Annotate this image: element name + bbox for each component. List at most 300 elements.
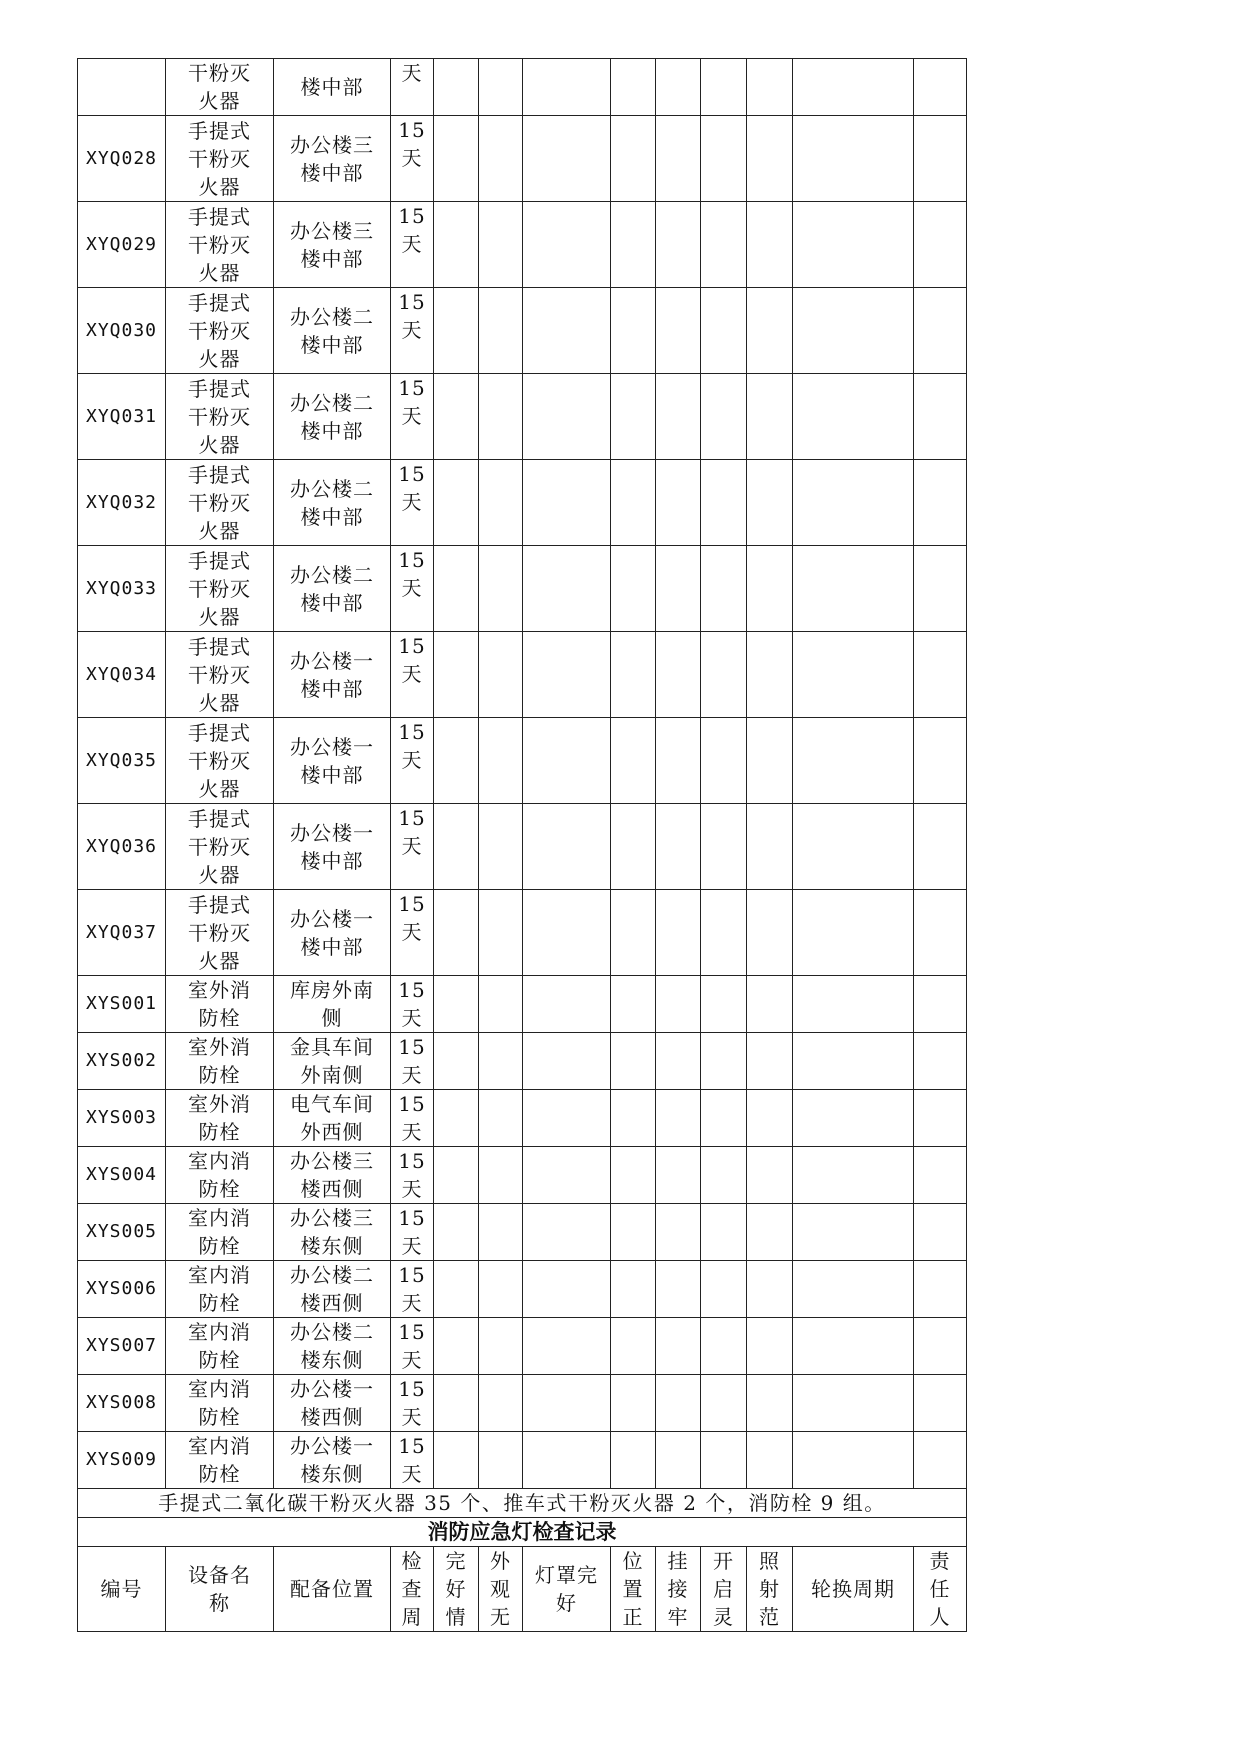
- equipment-id-text: XYQ030: [85, 319, 158, 341]
- inspection-period: [391, 890, 434, 976]
- empty-cell: [656, 804, 701, 890]
- equipment-location: [274, 1375, 391, 1432]
- inspection-period: [391, 1204, 434, 1261]
- equipment-name: [166, 1318, 274, 1375]
- empty-cell: [656, 632, 701, 718]
- table-row: [78, 1318, 967, 1375]
- equipment-name-text: 室外消 防栓: [188, 978, 251, 1030]
- equipment-location: [274, 632, 391, 718]
- equipment-location: [274, 116, 391, 202]
- equipment-location-text: 办公楼二 楼中部: [290, 390, 374, 443]
- empty-cell: [701, 1375, 747, 1432]
- empty-cell: [914, 1432, 967, 1489]
- inspection-period-text: 15 天: [398, 118, 426, 170]
- empty-cell: [656, 1147, 701, 1204]
- empty-cell: [479, 1432, 523, 1489]
- equipment-name: [166, 288, 274, 374]
- equipment-location-text: 办公楼三 楼东侧: [290, 1206, 374, 1258]
- equipment-id-text: XYQ034: [85, 663, 158, 685]
- empty-cell: [914, 546, 967, 632]
- empty-cell: [656, 1204, 701, 1261]
- empty-cell: [656, 1033, 701, 1090]
- empty-cell: [793, 116, 914, 202]
- inspection-period: [391, 1375, 434, 1432]
- equipment-name: [166, 116, 274, 202]
- empty-cell: [656, 288, 701, 374]
- equipment-location: [274, 1261, 391, 1318]
- empty-cell: [523, 1318, 611, 1375]
- empty-cell: [793, 288, 914, 374]
- equipment-location: [274, 1147, 391, 1204]
- empty-cell: [914, 288, 967, 374]
- inspection-period: [391, 1033, 434, 1090]
- equipment-id-text: XYS002: [85, 1050, 158, 1071]
- empty-cell: [434, 1375, 479, 1432]
- empty-cell: [523, 288, 611, 374]
- empty-cell: [914, 1204, 967, 1261]
- equipment-id-text: XYS001: [85, 993, 158, 1014]
- table-row: [78, 804, 967, 890]
- empty-cell: [611, 1204, 656, 1261]
- header-range: 照 射 范: [747, 1547, 793, 1632]
- inspection-period-text: 15 天: [398, 892, 426, 944]
- equipment-name: [166, 1090, 274, 1147]
- empty-cell: [523, 1432, 611, 1489]
- empty-cell: [479, 116, 523, 202]
- inspection-period-text: 15 天: [398, 634, 426, 686]
- empty-cell: [611, 718, 656, 804]
- empty-cell: [747, 116, 793, 202]
- empty-cell: [914, 1318, 967, 1375]
- empty-cell: [434, 1204, 479, 1261]
- empty-cell: [479, 718, 523, 804]
- empty-cell: [701, 1090, 747, 1147]
- inspection-period: [391, 116, 434, 202]
- section-title: [78, 1518, 967, 1547]
- empty-cell: [701, 1204, 747, 1261]
- empty-cell: [523, 1375, 611, 1432]
- empty-cell: [611, 59, 656, 116]
- equipment-location-text: 办公楼三 楼中部: [290, 218, 374, 271]
- equipment-id-text: XYS005: [85, 1221, 158, 1242]
- inspection-period: [391, 1318, 434, 1375]
- empty-cell: [434, 374, 479, 460]
- empty-cell: [747, 59, 793, 116]
- equipment-location: [274, 1318, 391, 1375]
- inspection-period-text: 15 天: [398, 1149, 426, 1201]
- empty-cell: [479, 460, 523, 546]
- equipment-location: [274, 976, 391, 1033]
- equipment-location-text: 办公楼二 楼东侧: [290, 1320, 374, 1372]
- empty-cell: [914, 59, 967, 116]
- empty-cell: [434, 1033, 479, 1090]
- section-title-text: 消防应急灯检查记录: [427, 1519, 617, 1544]
- equipment-name-text: 手提式 干粉灭 火器: [188, 376, 251, 457]
- inspection-period-text: 15 天: [398, 204, 426, 256]
- empty-cell: [793, 718, 914, 804]
- empty-cell: [701, 1432, 747, 1489]
- empty-cell: [523, 116, 611, 202]
- empty-cell: [434, 976, 479, 1033]
- empty-cell: [747, 804, 793, 890]
- empty-cell: [914, 1261, 967, 1318]
- empty-cell: [523, 804, 611, 890]
- equipment-name: [166, 1261, 274, 1318]
- equipment-id-text: XYQ029: [85, 233, 158, 255]
- emergency-light-header-row: [78, 1547, 967, 1632]
- table-row: [78, 1261, 967, 1318]
- empty-cell: [479, 374, 523, 460]
- empty-cell: [747, 718, 793, 804]
- empty-cell: [479, 59, 523, 116]
- empty-cell: [434, 460, 479, 546]
- empty-cell: [611, 804, 656, 890]
- empty-cell: [656, 1432, 701, 1489]
- equipment-location-text: 办公楼二 楼中部: [290, 562, 374, 615]
- empty-cell: [479, 1204, 523, 1261]
- inspection-period: [391, 288, 434, 374]
- empty-cell: [747, 1261, 793, 1318]
- empty-cell: [701, 1318, 747, 1375]
- empty-cell: [523, 718, 611, 804]
- empty-cell: [793, 1261, 914, 1318]
- empty-cell: [611, 202, 656, 288]
- equipment-location: [274, 59, 391, 116]
- empty-cell: [611, 1375, 656, 1432]
- equipment-location-text: 办公楼三 楼中部: [290, 132, 374, 185]
- inspection-period: [391, 374, 434, 460]
- equipment-location-text: 办公楼二 楼中部: [290, 476, 374, 529]
- empty-cell: [793, 890, 914, 976]
- equipment-name: [166, 1204, 274, 1261]
- header-appearance: 外 观 无: [479, 1547, 523, 1632]
- empty-cell: [914, 804, 967, 890]
- empty-cell: [611, 1432, 656, 1489]
- empty-cell: [523, 1090, 611, 1147]
- equipment-location-text: 办公楼一 楼中部: [290, 648, 374, 701]
- inspection-period-text: 天: [401, 61, 423, 85]
- empty-cell: [701, 804, 747, 890]
- empty-cell: [793, 1090, 914, 1147]
- empty-cell: [479, 1375, 523, 1432]
- empty-cell: [914, 116, 967, 202]
- equipment-name: [166, 460, 274, 546]
- equipment-rows: [78, 59, 967, 1489]
- equipment-name-text: 室外消 防栓: [188, 1092, 251, 1144]
- empty-cell: [434, 116, 479, 202]
- empty-cell: [611, 1033, 656, 1090]
- inspection-period-text: 15 天: [398, 1377, 426, 1429]
- inspection-period-text: 15 天: [398, 1320, 426, 1372]
- empty-cell: [793, 1318, 914, 1375]
- empty-cell: [701, 374, 747, 460]
- equipment-name-text: 室内消 防栓: [188, 1206, 251, 1258]
- empty-cell: [747, 1204, 793, 1261]
- table-row: [78, 374, 967, 460]
- equipment-id-text: XYQ037: [85, 921, 158, 943]
- equipment-name: [166, 804, 274, 890]
- empty-cell: [434, 1090, 479, 1147]
- equipment-location-text: 办公楼一 楼东侧: [290, 1434, 374, 1486]
- table-row: [78, 632, 967, 718]
- header-rotation: 轮换周期: [793, 1547, 914, 1632]
- empty-cell: [656, 116, 701, 202]
- equipment-id-text: XYQ035: [85, 749, 158, 771]
- empty-cell: [479, 804, 523, 890]
- table-row: [78, 460, 967, 546]
- empty-cell: [793, 804, 914, 890]
- table-row: [78, 718, 967, 804]
- equipment-id: [78, 976, 166, 1033]
- equipment-id-text: XYS007: [85, 1335, 158, 1356]
- empty-cell: [523, 1204, 611, 1261]
- equipment-location: [274, 374, 391, 460]
- empty-cell: [434, 59, 479, 116]
- equipment-name: [166, 1147, 274, 1204]
- equipment-location-text: 库房外南 侧: [290, 978, 374, 1030]
- table-row: [78, 1147, 967, 1204]
- inspection-period: [391, 718, 434, 804]
- equipment-name-text: 室内消 防栓: [188, 1377, 251, 1429]
- empty-cell: [914, 460, 967, 546]
- equipment-location-text: 办公楼二 楼西侧: [290, 1263, 374, 1315]
- equipment-name-text: 手提式 干粉灭 火器: [188, 892, 251, 973]
- empty-cell: [701, 976, 747, 1033]
- equipment-id: [78, 59, 166, 116]
- empty-cell: [656, 460, 701, 546]
- empty-cell: [701, 890, 747, 976]
- empty-cell: [793, 374, 914, 460]
- empty-cell: [479, 976, 523, 1033]
- equipment-name-text: 室内消 防栓: [188, 1149, 251, 1201]
- equipment-id: [78, 116, 166, 202]
- table-row: [78, 202, 967, 288]
- empty-cell: [701, 202, 747, 288]
- empty-cell: [523, 59, 611, 116]
- equipment-id: [78, 718, 166, 804]
- equipment-id: [78, 202, 166, 288]
- equipment-name-text: 手提式 干粉灭 火器: [188, 806, 251, 887]
- header-period: 检 查 周: [391, 1547, 434, 1632]
- header-location: 配备位置: [274, 1547, 391, 1632]
- empty-cell: [701, 59, 747, 116]
- table-row: [78, 116, 967, 202]
- equipment-location: [274, 718, 391, 804]
- equipment-name-text: 手提式 干粉灭 火器: [188, 720, 251, 801]
- equipment-location: [274, 804, 391, 890]
- empty-cell: [611, 976, 656, 1033]
- equipment-location: [274, 546, 391, 632]
- empty-cell: [479, 1033, 523, 1090]
- equipment-name-text: 手提式 干粉灭 火器: [188, 118, 251, 199]
- empty-cell: [434, 202, 479, 288]
- equipment-id-text: XYS009: [85, 1449, 158, 1470]
- equipment-name-text: 室内消 防栓: [188, 1320, 251, 1372]
- empty-cell: [793, 59, 914, 116]
- empty-cell: [479, 546, 523, 632]
- empty-cell: [611, 546, 656, 632]
- empty-cell: [479, 288, 523, 374]
- equipment-name: [166, 976, 274, 1033]
- empty-cell: [701, 1261, 747, 1318]
- empty-cell: [747, 1318, 793, 1375]
- empty-cell: [747, 288, 793, 374]
- table-row: [78, 1090, 967, 1147]
- empty-cell: [701, 632, 747, 718]
- equipment-id: [78, 288, 166, 374]
- empty-cell: [747, 1147, 793, 1204]
- equipment-id: [78, 1033, 166, 1090]
- header-switch: 开 启 灵: [701, 1547, 747, 1632]
- equipment-location-text: 办公楼一 楼中部: [290, 734, 374, 787]
- equipment-name: [166, 1375, 274, 1432]
- inspection-period: [391, 546, 434, 632]
- inspection-period-text: 15 天: [398, 806, 426, 858]
- equipment-location-text: 金具车间 外南侧: [290, 1035, 374, 1087]
- equipment-name-text: 室内消 防栓: [188, 1263, 251, 1315]
- equipment-name-text: 手提式 干粉灭 火器: [188, 204, 251, 285]
- empty-cell: [434, 890, 479, 976]
- empty-cell: [434, 718, 479, 804]
- equipment-id-text: XYS004: [85, 1164, 158, 1185]
- empty-cell: [523, 1261, 611, 1318]
- inspection-period-text: 15 天: [398, 1206, 426, 1258]
- equipment-location: [274, 1204, 391, 1261]
- equipment-name: [166, 202, 274, 288]
- empty-cell: [656, 202, 701, 288]
- equipment-location: [274, 1432, 391, 1489]
- empty-cell: [914, 632, 967, 718]
- empty-cell: [434, 1432, 479, 1489]
- empty-cell: [793, 1375, 914, 1432]
- equipment-name-text: 手提式 干粉灭 火器: [188, 548, 251, 629]
- empty-cell: [611, 1318, 656, 1375]
- empty-cell: [747, 1375, 793, 1432]
- empty-cell: [701, 1147, 747, 1204]
- equipment-location: [274, 890, 391, 976]
- empty-cell: [434, 804, 479, 890]
- empty-cell: [914, 976, 967, 1033]
- inspection-period-text: 15 天: [398, 1035, 426, 1087]
- empty-cell: [611, 632, 656, 718]
- empty-cell: [793, 632, 914, 718]
- empty-cell: [701, 288, 747, 374]
- empty-cell: [656, 890, 701, 976]
- empty-cell: [611, 890, 656, 976]
- empty-cell: [611, 1090, 656, 1147]
- empty-cell: [914, 718, 967, 804]
- equipment-location-text: 办公楼三 楼西侧: [290, 1149, 374, 1201]
- empty-cell: [523, 460, 611, 546]
- inspection-table: [77, 58, 967, 1632]
- empty-cell: [656, 546, 701, 632]
- empty-cell: [747, 374, 793, 460]
- inspection-period: [391, 1090, 434, 1147]
- empty-cell: [479, 1090, 523, 1147]
- empty-cell: [434, 546, 479, 632]
- header-owner: 责 任 人: [914, 1547, 967, 1632]
- empty-cell: [611, 374, 656, 460]
- equipment-id-text: XYQ028: [85, 147, 158, 169]
- empty-cell: [656, 976, 701, 1033]
- empty-cell: [523, 890, 611, 976]
- inspection-period: [391, 460, 434, 546]
- equipment-id: [78, 1090, 166, 1147]
- empty-cell: [914, 1090, 967, 1147]
- equipment-location: [274, 202, 391, 288]
- empty-cell: [793, 976, 914, 1033]
- equipment-id: [78, 1147, 166, 1204]
- header-position: 位 置 正: [611, 1547, 656, 1632]
- header-id: 编号: [78, 1547, 166, 1632]
- empty-cell: [914, 1375, 967, 1432]
- empty-cell: [914, 1033, 967, 1090]
- equipment-id: [78, 1375, 166, 1432]
- empty-cell: [434, 632, 479, 718]
- equipment-name-text: 手提式 干粉灭 火器: [188, 634, 251, 715]
- equipment-name-text: 室内消 防栓: [188, 1434, 251, 1486]
- empty-cell: [914, 1147, 967, 1204]
- inspection-period-text: 15 天: [398, 1092, 426, 1144]
- empty-cell: [914, 890, 967, 976]
- equipment-location-text: 办公楼一 楼中部: [290, 820, 374, 873]
- equipment-name: [166, 546, 274, 632]
- empty-cell: [656, 59, 701, 116]
- equipment-id: [78, 546, 166, 632]
- equipment-id: [78, 890, 166, 976]
- empty-cell: [479, 1261, 523, 1318]
- empty-cell: [523, 632, 611, 718]
- equipment-location: [274, 288, 391, 374]
- equipment-name: [166, 59, 274, 116]
- table-row: [78, 1375, 967, 1432]
- equipment-id-text: XYQ031: [85, 405, 158, 427]
- inspection-period-text: 15 天: [398, 376, 426, 428]
- empty-cell: [479, 890, 523, 976]
- equipment-name-text: 干粉灭 火器: [188, 61, 251, 113]
- equipment-name: [166, 374, 274, 460]
- equipment-id-text: XYS003: [85, 1107, 158, 1128]
- summary-row: [78, 1489, 967, 1518]
- inspection-period: [391, 202, 434, 288]
- empty-cell: [747, 1090, 793, 1147]
- inspection-period-text: 15 天: [398, 1434, 426, 1486]
- table-row: [78, 546, 967, 632]
- equipment-id: [78, 1432, 166, 1489]
- inspection-period: [391, 1147, 434, 1204]
- equipment-name-text: 手提式 干粉灭 火器: [188, 290, 251, 371]
- empty-cell: [523, 202, 611, 288]
- equipment-location-text: 楼中部: [300, 75, 364, 99]
- inspection-period: [391, 632, 434, 718]
- inspection-period-text: 15 天: [398, 978, 426, 1030]
- equipment-id-text: XYS008: [85, 1392, 158, 1413]
- equipment-id: [78, 1204, 166, 1261]
- empty-cell: [611, 460, 656, 546]
- empty-cell: [656, 374, 701, 460]
- empty-cell: [701, 460, 747, 546]
- empty-cell: [793, 1033, 914, 1090]
- empty-cell: [656, 1318, 701, 1375]
- table-row: [78, 288, 967, 374]
- empty-cell: [793, 546, 914, 632]
- empty-cell: [747, 1432, 793, 1489]
- equipment-location-text: 办公楼一 楼中部: [290, 906, 374, 959]
- empty-cell: [701, 546, 747, 632]
- equipment-location: [274, 460, 391, 546]
- equipment-id: [78, 804, 166, 890]
- inspection-period: [391, 804, 434, 890]
